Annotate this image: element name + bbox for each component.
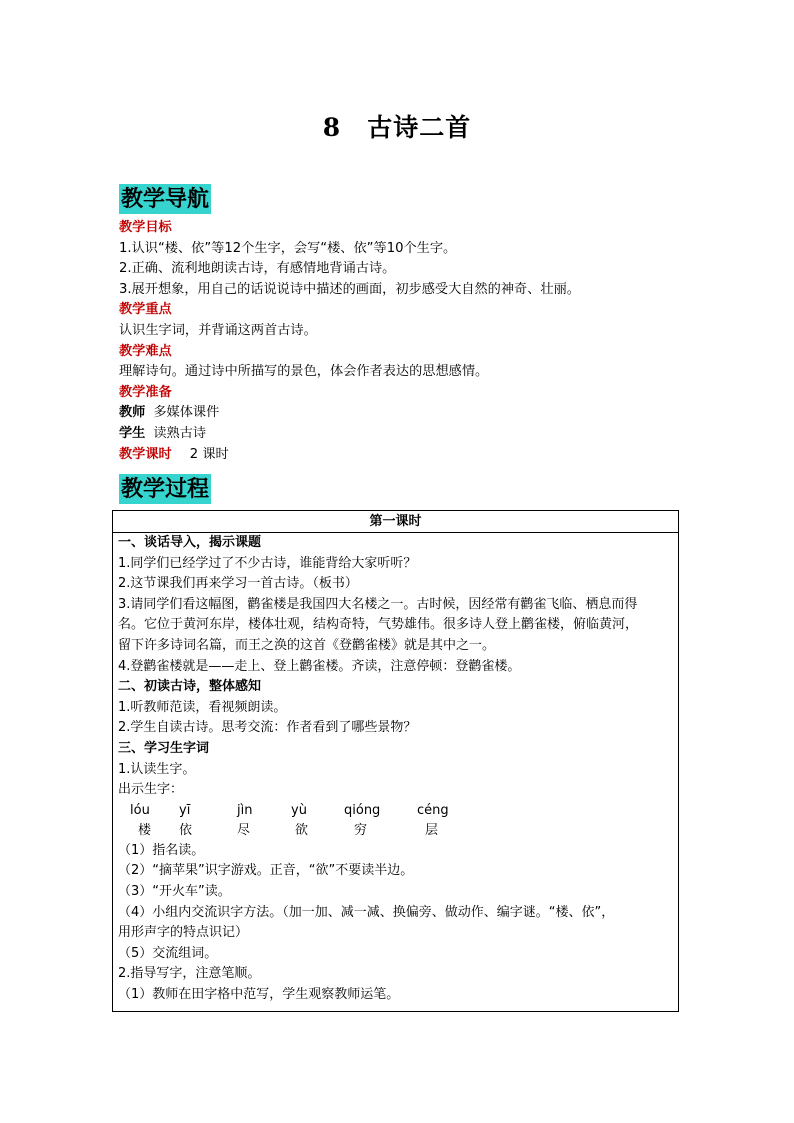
period-row: [119, 445, 719, 466]
teacher-prep: [119, 403, 719, 424]
character: 尽: [237, 822, 251, 838]
difficulties-heading: 教学难点: [119, 343, 172, 359]
paragraph: 1.听教师范读，看视频朗读。: [118, 699, 287, 715]
pinyin: céng: [417, 802, 449, 818]
pinyin-row: [118, 801, 674, 821]
difficulties-text: 理解诗句。通过诗中所描写的景色，体会作者表达的思想感情。: [119, 364, 489, 380]
lesson-title: 古诗二首: [367, 113, 472, 142]
page-title: [0, 108, 794, 144]
paragraph: 2.指导写字，注意笔顺。: [118, 966, 261, 982]
teacher-label: 教师: [119, 405, 146, 421]
paragraph: 2.学生自读古诗。思考交流：作者看到了哪些景物？: [118, 720, 417, 736]
key-points-heading: 教学重点: [119, 302, 172, 318]
period-value: 2 课时: [189, 446, 229, 462]
period-label: 教学课时: [119, 446, 172, 462]
student-value: 读熟古诗: [153, 425, 207, 441]
character: 楼: [138, 822, 152, 838]
paragraph: 3.请同学们看这幅图，鹳雀楼是我国四大名楼之一。古时候，因经常有鹳雀飞临、栖息而得: [118, 596, 638, 612]
nav-banner: 教学导航: [121, 186, 210, 212]
pinyin: yī: [179, 802, 191, 818]
paragraph: 用形声字的特点识记）: [118, 925, 249, 941]
teaching-guide: [119, 218, 719, 465]
character: 欲: [295, 822, 309, 838]
paragraph: （1）指名读。: [118, 842, 205, 858]
lesson-process-table: [112, 510, 679, 1012]
section-title: 一、谈话导入，揭示课题: [118, 535, 262, 550]
pinyin: lóu: [130, 802, 150, 818]
objective-item: 2.正确、流利地朗读古诗，有感情地背诵古诗。: [119, 261, 396, 277]
paragraph: （1）教师在田字格中范写，学生观察教师运笔。: [118, 986, 400, 1002]
process-banner: 教学过程: [121, 476, 210, 502]
section-title: 二、初读古诗，整体感知: [118, 679, 262, 695]
paragraph: 4.登鹳雀楼就是——走上、登上鹳雀楼。齐读，注意停顿：登鹳雀楼。: [118, 658, 521, 674]
objectives-heading: 教学目标: [119, 220, 172, 235]
lesson-number: 8: [322, 113, 342, 142]
teacher-value: 多媒体课件: [153, 405, 220, 421]
paragraph: 留下许多诗词名篇，而王之涣的这首《登鹳雀楼》就是其中之一。: [118, 637, 496, 653]
prep-heading: 教学准备: [119, 384, 172, 400]
paragraph: （2）“摘苹果”识字游戏。正音，“欲”不要读半边。: [118, 863, 414, 879]
pinyin: jìn: [237, 802, 253, 818]
objective-item: 1.认识“楼、依”等12个生字，会写“楼、依”等10个生字。: [119, 240, 457, 256]
pinyin: qióng: [344, 802, 381, 818]
paragraph: （3）“开火车”读。: [118, 883, 231, 899]
paragraph: 1.认读生字。: [118, 761, 196, 777]
character: 依: [179, 822, 193, 838]
paragraph: 名。它位于黄河东岸，楼体壮观，结构奇特，气势雄伟。很多诗人登上鹳雀楼，俯临黄河，: [118, 617, 639, 633]
objective-item: 3.展开想象，用自己的话说说诗中描述的画面，初步感受大自然的神奇、壮丽。: [119, 281, 580, 297]
student-label: 学生: [119, 425, 146, 441]
paragraph: 1.同学们已经学过了不少古诗，谁能背给大家听听？: [118, 555, 417, 571]
section-title: 三、学习生字词: [118, 740, 210, 756]
paragraph: 出示生字：: [118, 782, 184, 798]
lesson-content: [113, 533, 678, 1005]
paragraph: 2.这节课我们再来学习一首古诗。（板书）: [118, 576, 358, 592]
pinyin: yù: [291, 802, 307, 818]
character: 穷: [354, 822, 368, 838]
character-row: [118, 821, 674, 841]
lesson-header: 第一课时: [113, 512, 678, 533]
character: 层: [425, 822, 439, 838]
paragraph: （4）小组内交流识字方法。（加一加、减一减、换偏旁、做动作、编字谜。“楼、依”，: [118, 904, 615, 920]
student-prep: [119, 424, 719, 445]
paragraph: （5）交流组词。: [118, 945, 218, 961]
key-points-text: 认识生字词，并背诵这两首古诗。: [119, 322, 317, 338]
